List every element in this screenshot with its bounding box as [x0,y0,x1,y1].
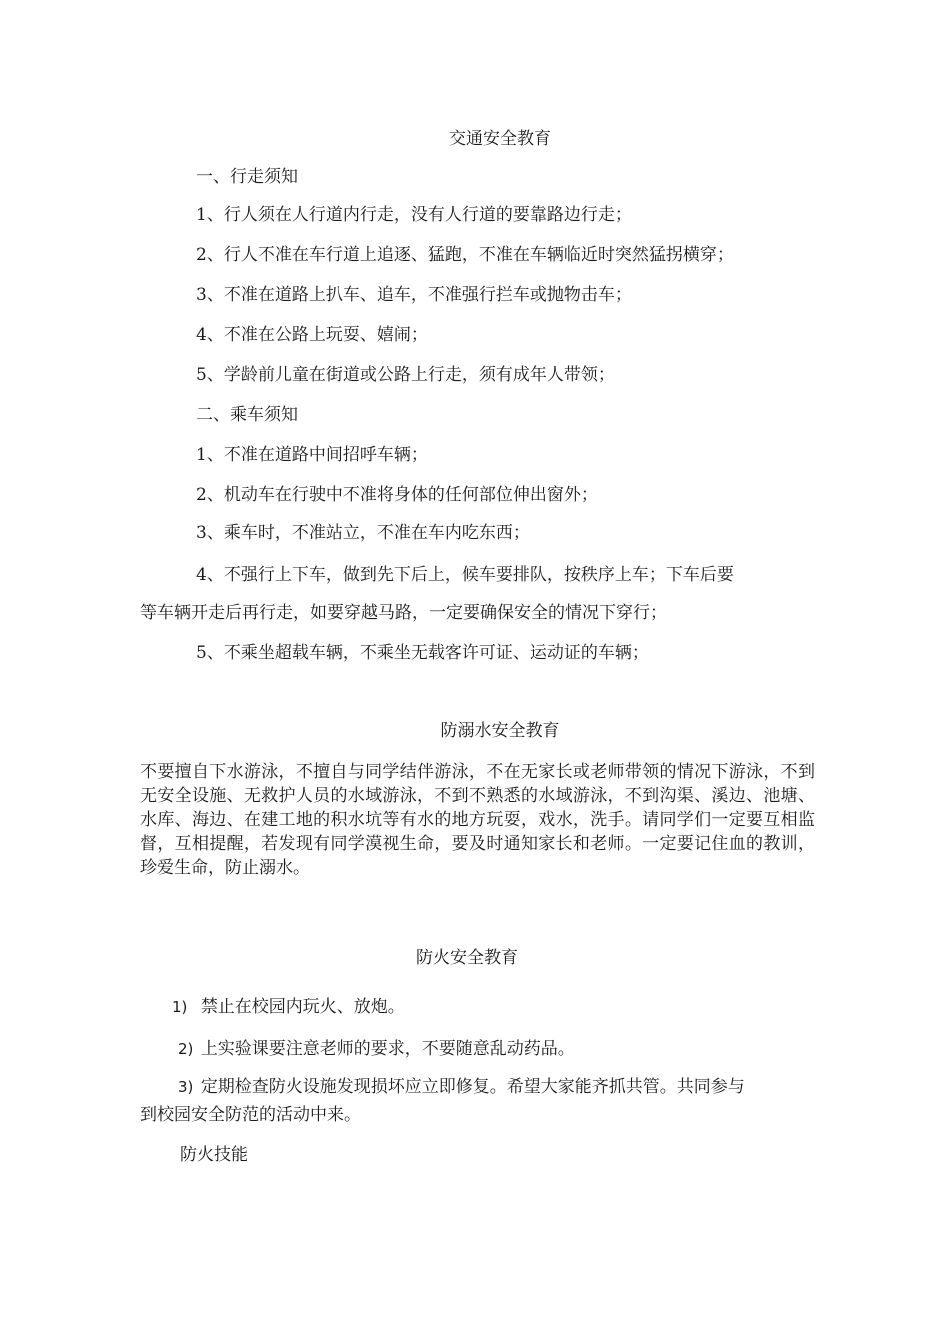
fire-item [178,1038,575,1060]
fire-item [178,1076,745,1098]
riding-item: 3、乘车时，不准站立，不准在车内吃东西； [196,523,530,543]
riding-item: 2、机动车在行驶中不准将身体的任何部位伸出窗外； [196,485,598,505]
fire-item-number: 3) [178,1078,194,1096]
riding-item-4-line2: 等车辆开走后再行走，如要穿越马路，一定要确保安全的情况下穿行； [140,603,667,623]
riding-item-5: 5、不乘坐超载车辆，不乘坐无载客许可证、运动证的车辆； [196,643,649,663]
fire-item-text: 上实验课要注意老师的要求，不要随意乱动药品。 [200,1039,575,1059]
fire-item-text: 定期检查防火设施发现损坏应立即修复。希望大家能齐抓共管。共同参与 [200,1077,745,1097]
walking-item: 5、学龄前儿童在街道或公路上行走，须有成年人带领； [196,365,615,385]
fire-item-3-line2: 到校园安全防范的活动中来。 [140,1105,361,1125]
riding-heading: 二、乘车须知 [196,405,298,425]
fire-skills-heading: 防火技能 [180,1145,248,1165]
drowning-body: 不要擅自下水游泳，不擅自与同学结伴游泳，不在无家长或老师带领的情况下游泳，不到无安全设施、无救护人员的水域游泳，不到不熟悉的水域游泳，不到沟渠、溪边、池塘、水库、海边、在建工地的积水坑等有水的地方玩耍，戏水，洗手。请同学们一定要互相监督，互相提醒，若发现有同学漠视生命，要及时通知家长和老师。一定要记住血的教训，珍爱生命，防止溺水。 [140,762,815,878]
walking-item: 2、行人不准在车行道上追逐、猛跑，不准在车辆临近时突然猛拐横穿； [196,245,734,265]
walking-item: 4、不准在公路上玩耍、嬉闹； [196,325,428,345]
fire-item-text: 禁止在校园内玩火、放炮。 [200,997,405,1017]
fire-title: 防火安全教育 [416,948,518,968]
fire-item [172,996,405,1018]
traffic-title: 交通安全教育 [449,129,551,149]
riding-item: 1、不准在道路中间招呼车辆； [196,445,428,465]
drowning-title: 防溺水安全教育 [440,721,560,741]
walking-item: 1、行人须在人行道内行走，没有人行道的要靠路边行走； [196,205,632,225]
fire-item-number: 2) [178,1040,194,1058]
fire-item-number: 1) [172,998,188,1016]
riding-item-4-line1: 4、不强行上下车，做到先下后上，候车要排队，按秩序上车；下车后要 [196,565,734,585]
walking-item: 3、不准在道路上扒车、追车，不准强行拦车或抛物击车； [196,285,632,305]
walking-heading: 一、行走须知 [196,167,298,187]
